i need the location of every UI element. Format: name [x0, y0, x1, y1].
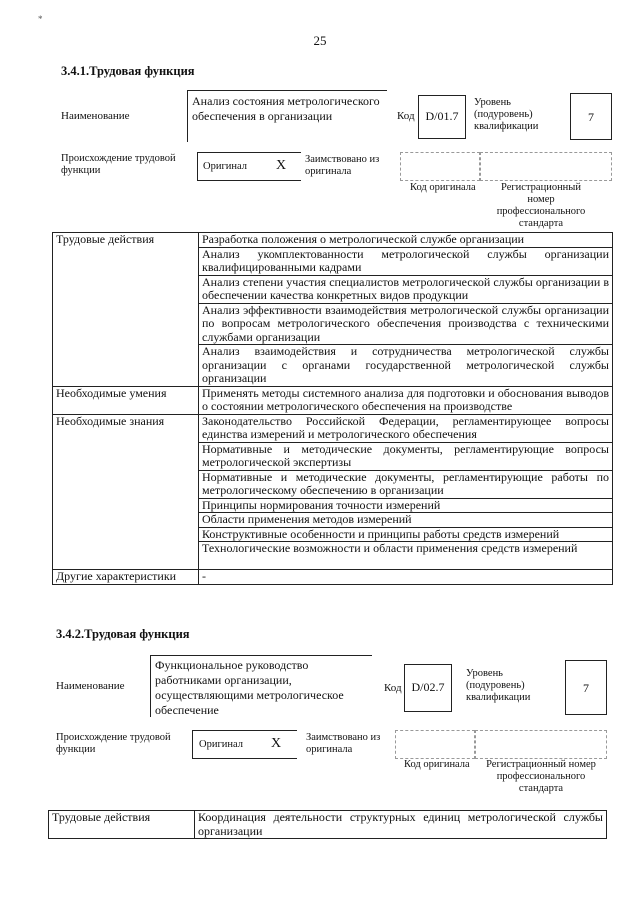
row-label: Необходимые умения	[53, 386, 199, 414]
level-label: Уровень (подуровень) квалификации	[474, 97, 539, 132]
list-item: Анализ степени участия специалистов метрологической службы организации в обеспечении качества конкретных видов продукции	[199, 275, 613, 303]
code-value: D/01.7	[425, 109, 459, 123]
code-label: Код	[397, 110, 415, 122]
row-label: Трудовые действия	[49, 811, 195, 839]
name-value: Функциональное руководство работниками организации, осуществляющими метрологическое обеспечение	[155, 658, 344, 717]
table-row	[53, 414, 613, 442]
reg-number-box	[475, 730, 607, 759]
list-item: Законодательство Российской Федерации, регламентирующее вопросы единства измерений и метрологического обеспечения	[199, 414, 613, 442]
requirements-table	[48, 810, 607, 839]
borrowed-label: Заимствовано из оригинала	[306, 732, 381, 755]
table-row	[49, 811, 607, 839]
table-row	[53, 570, 613, 585]
original-label: Оригинал	[203, 161, 247, 172]
section-title-3-4-1: 3.4.1.Трудовая функция	[61, 64, 195, 78]
list-item: Нормативные и методические документы, регламентирующие работы по метрологическому обеспечению в организации	[199, 470, 613, 498]
list-item: Анализ эффективности взаимодействия метрологической службы организации по вопросам метрологического обеспечения производства с техническими службами организации	[199, 303, 613, 345]
name-value: Анализ состояния метрологического обеспечения в организации	[192, 94, 380, 123]
section-title-3-4-2: 3.4.2.Трудовая функция	[56, 627, 190, 641]
level-value: 7	[583, 681, 589, 695]
list-item: -	[199, 570, 613, 585]
reg-number-box	[480, 152, 612, 181]
code-original-box	[400, 152, 480, 181]
level-label: Уровень (подуровень) квалификации	[466, 668, 531, 703]
row-label: Трудовые действия	[53, 233, 199, 387]
level-value: 7	[588, 110, 594, 124]
name-label: Наименование	[56, 680, 125, 692]
origin-label: Происхождение трудовой функции	[61, 153, 176, 176]
original-label: Оригинал	[199, 739, 243, 750]
code-original-label: Код оригинала	[410, 182, 476, 193]
name-label: Наименование	[61, 110, 130, 122]
code-original-box	[395, 730, 475, 759]
list-item: Нормативные и методические документы, регламентирующие вопросы метрологической экспертизы	[199, 442, 613, 470]
reg-number-label: Регистрационный номер профессионального стандарта	[486, 759, 596, 794]
list-item: Применять методы системного анализа для подготовки и обоснования выводов о состоянии метрологического обеспечения на производстве	[199, 386, 613, 414]
list-item: Конструктивные особенности и принципы работы средств измерений	[199, 527, 613, 542]
list-item: Технологические возможности и области применения средств измерений	[199, 542, 613, 570]
page-number: 25	[313, 33, 327, 48]
code-original-label: Код оригинала	[404, 759, 470, 770]
row-label: Другие характеристики	[53, 570, 199, 585]
reg-number-label: Регистрационный номер профессионального стандарта	[496, 182, 586, 229]
corner-mark: *	[38, 14, 43, 24]
requirements-table	[52, 232, 613, 585]
table-row	[53, 233, 613, 248]
origin-label: Происхождение трудовой функции	[56, 732, 171, 755]
code-label: Код	[384, 682, 402, 694]
original-mark: X	[276, 158, 287, 173]
list-item: Разработка положения о метрологической службе организации	[199, 233, 613, 248]
list-item: Координация деятельности структурных единиц метрологической службы организации	[195, 811, 607, 839]
row-label: Необходимые знания	[53, 414, 199, 570]
list-item: Области применения методов измерений	[199, 513, 613, 528]
table-row	[53, 386, 613, 414]
borrowed-label: Заимствовано из оригинала	[305, 154, 380, 177]
list-item: Анализ укомплектованности метрологической службы организации квалифицированными кадрами	[199, 247, 613, 275]
list-item: Принципы нормирования точности измерений	[199, 498, 613, 513]
code-value: D/02.7	[411, 680, 445, 694]
list-item: Анализ взаимодействия и сотрудничества метрологической службы организации с органами государственной метрологической службы организации	[199, 345, 613, 387]
original-mark: X	[271, 736, 282, 751]
